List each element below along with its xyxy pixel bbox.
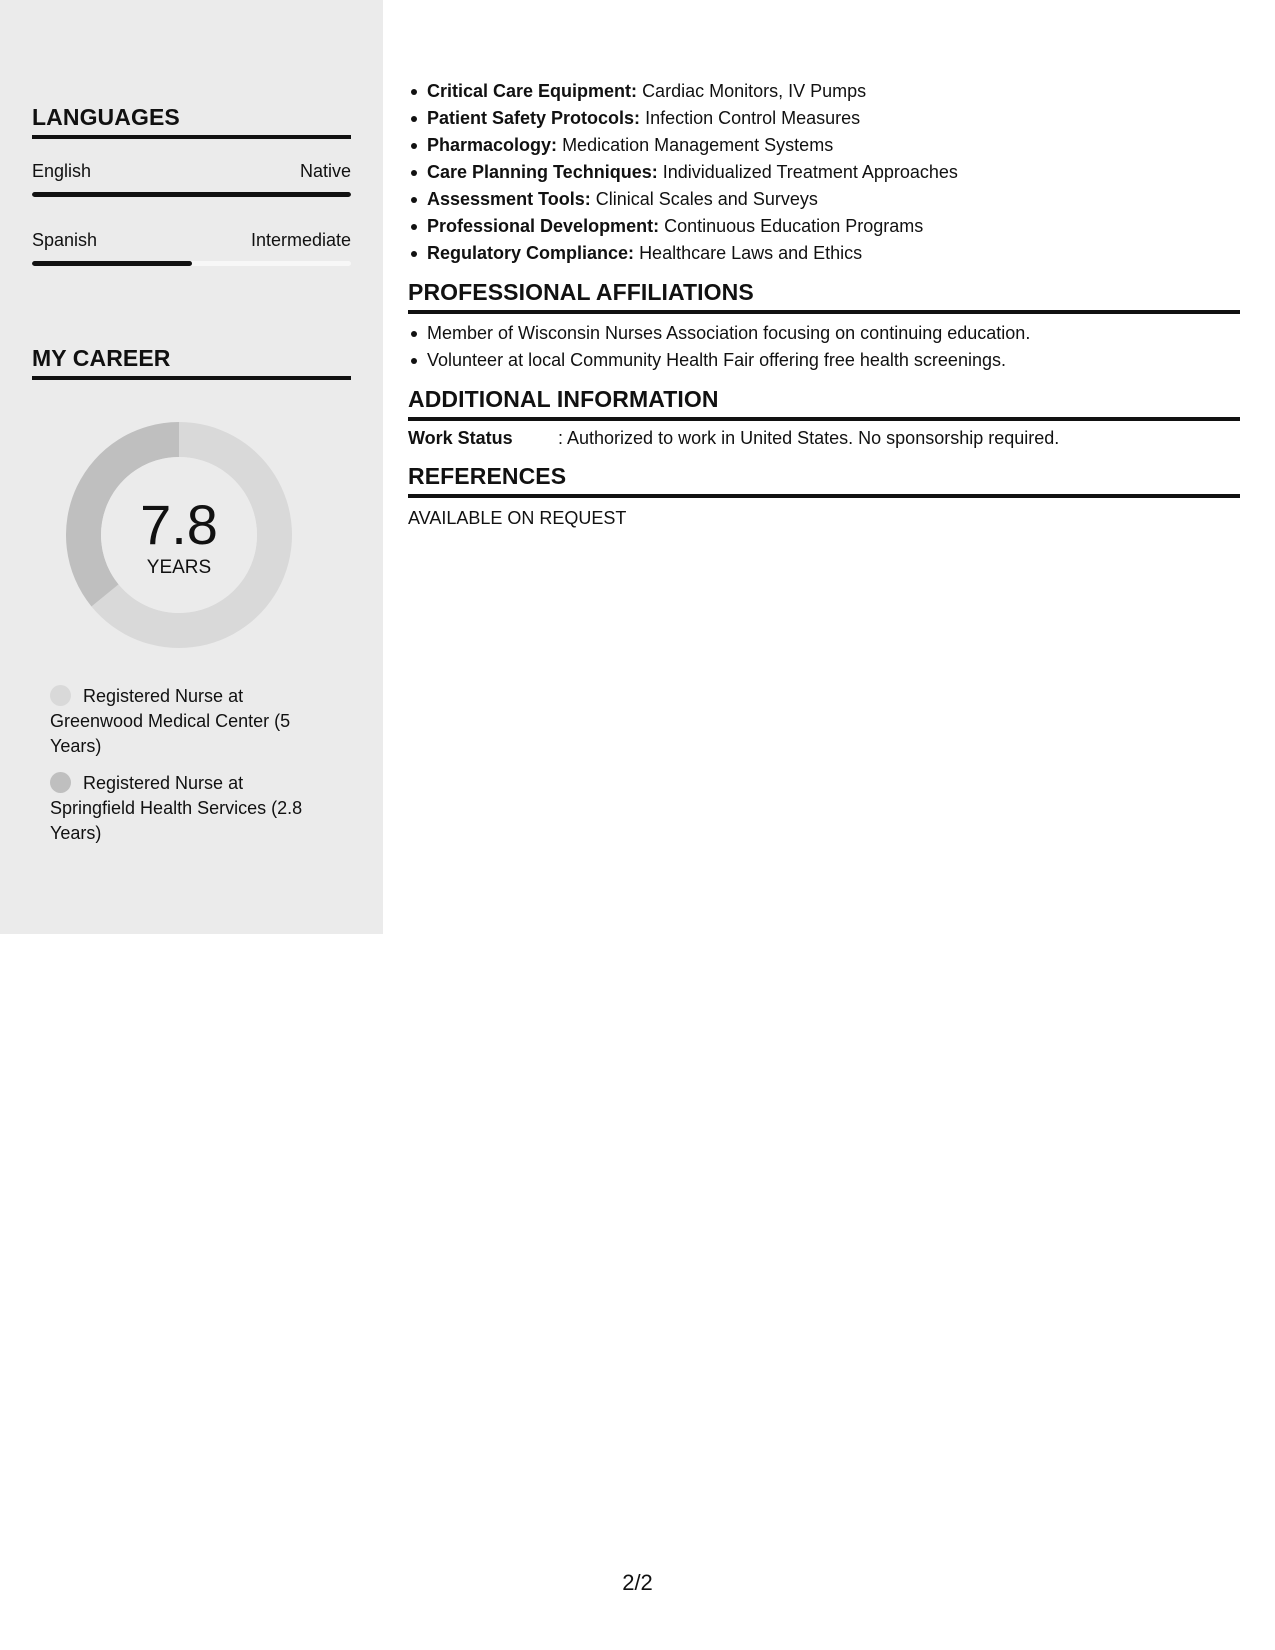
skill-value: Infection Control Measures	[645, 108, 861, 128]
language-bar-spanish	[32, 261, 351, 266]
affiliation-item: Member of Wisconsin Nurses Association focusing on continuing education.	[408, 320, 1240, 347]
work-status-row	[408, 428, 1240, 449]
career-donut-chart	[66, 422, 292, 648]
career-legend-item	[50, 771, 330, 846]
skill-item	[408, 132, 1240, 159]
legend-dot-icon	[50, 685, 71, 706]
skills-list	[408, 78, 1240, 267]
main-content	[408, 78, 1240, 529]
languages-heading: LANGUAGES	[32, 104, 351, 139]
language-level: Intermediate	[250, 230, 351, 250]
career-legend-item	[50, 684, 330, 759]
language-bar-fill	[32, 192, 351, 197]
skill-label: Care Planning Techniques:	[427, 162, 658, 182]
skill-label: Assessment Tools:	[427, 189, 591, 209]
career-heading: MY CAREER	[32, 345, 351, 380]
skill-value: Medication Management Systems	[562, 135, 834, 155]
skill-label: Professional Development:	[427, 216, 660, 236]
skill-value: Healthcare Laws and Ethics	[639, 243, 863, 263]
affiliation-item: Volunteer at local Community Health Fair offering free health screenings.	[408, 347, 1240, 374]
skill-label: Regulatory Compliance:	[427, 243, 635, 263]
skill-item	[408, 159, 1240, 186]
affiliations-list	[408, 320, 1240, 374]
skill-value: Clinical Scales and Surveys	[595, 189, 818, 209]
legend-dot-icon	[50, 772, 71, 793]
career-legend-label: Registered Nurse at Springfield Health Services (2.8 Years)	[50, 773, 303, 843]
additional-info-heading: ADDITIONAL INFORMATION	[408, 386, 1240, 421]
career-legend-label: Registered Nurse at Greenwood Medical Center (5 Years)	[50, 686, 291, 756]
skill-item	[408, 105, 1240, 132]
skill-value: Individualized Treatment Approaches	[662, 162, 958, 182]
skill-value: Continuous Education Programs	[664, 216, 924, 236]
skill-value: Cardiac Monitors, IV Pumps	[642, 81, 867, 101]
affiliations-heading: PROFESSIONAL AFFILIATIONS	[408, 279, 1240, 314]
references-heading: REFERENCES	[408, 463, 1240, 498]
skill-item	[408, 240, 1240, 267]
page-number: 2/2	[622, 1570, 653, 1595]
language-bar-english	[32, 192, 351, 197]
career-total-unit: YEARS	[146, 557, 212, 578]
donut-center	[66, 422, 292, 648]
work-status-label: Work Status	[408, 428, 513, 448]
skill-item	[408, 78, 1240, 105]
skill-item	[408, 213, 1240, 240]
language-name: Spanish	[32, 230, 98, 250]
language-row-english	[32, 161, 351, 182]
sidebar	[0, 0, 383, 934]
work-status-value: : Authorized to work in United States. No sponsorship required.	[558, 428, 1060, 448]
language-row-spanish	[32, 230, 351, 251]
skill-label: Patient Safety Protocols:	[427, 108, 641, 128]
language-name: English	[32, 161, 92, 181]
language-bar-fill	[32, 261, 192, 266]
skill-label: Pharmacology:	[427, 135, 558, 155]
skill-item	[408, 186, 1240, 213]
references-value: AVAILABLE ON REQUEST	[408, 508, 627, 528]
skill-label: Critical Care Equipment:	[427, 81, 638, 101]
career-total-years: 7.8	[140, 493, 218, 556]
language-level: Native	[299, 161, 351, 181]
